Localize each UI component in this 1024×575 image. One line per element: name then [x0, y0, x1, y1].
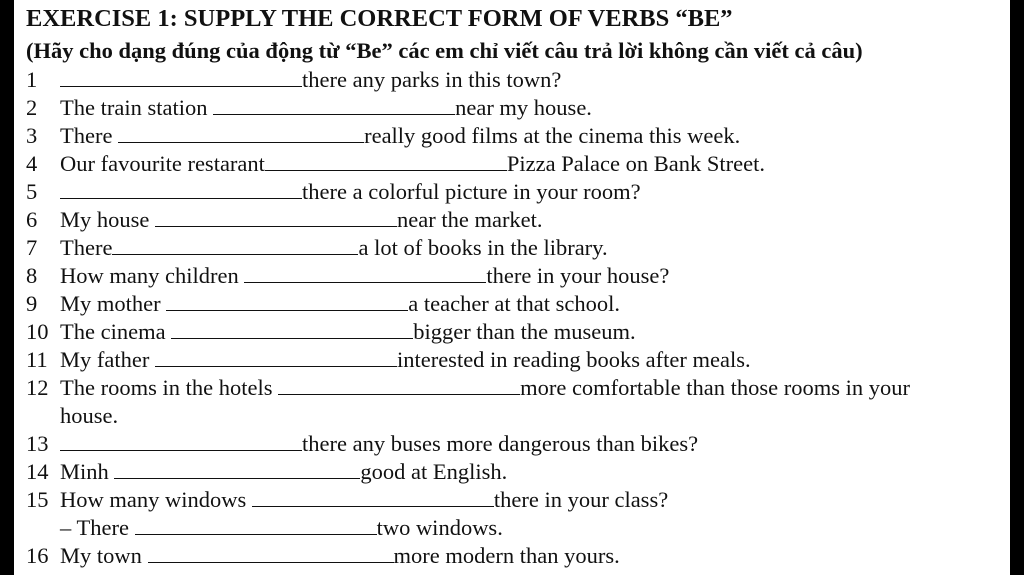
item-suffix: more comfortable than those rooms in your: [520, 375, 910, 400]
item-prefix: How many children: [60, 263, 245, 288]
item-prefix: There: [60, 123, 119, 148]
answer-blank[interactable]: [114, 460, 360, 479]
item-prefix: My town: [60, 543, 148, 568]
item-suffix: really good films at the cinema this week.: [364, 123, 741, 148]
item-suffix: more modern than yours.: [393, 543, 620, 568]
item-suffix: there any parks in this town?: [302, 67, 562, 92]
item-number: 15: [26, 487, 49, 512]
exercise-instruction: (Hãy cho dạng đúng của động từ “Be” các em chỉ viết câu trả lời không cần viết cả câu): [26, 38, 863, 63]
item-number: 1: [26, 67, 38, 92]
item-number: 7: [26, 235, 38, 260]
item-prefix: My house: [60, 207, 155, 232]
exercise-item-15: [26, 486, 668, 514]
exercise-item-9: [26, 290, 620, 318]
item-number: 2: [26, 95, 38, 120]
exercise-item-1: [26, 66, 561, 94]
item-suffix: there a colorful picture in your room?: [302, 179, 641, 204]
item-prefix: Minh: [60, 459, 115, 484]
answer-blank[interactable]: [265, 152, 507, 171]
answer-blank[interactable]: [155, 208, 397, 227]
answer-blank[interactable]: [278, 376, 520, 395]
answer-blank[interactable]: [112, 236, 358, 255]
item-number: 13: [26, 431, 49, 456]
item-suffix: there in your house?: [486, 263, 670, 288]
item-suffix: near my house.: [455, 95, 592, 120]
answer-blank[interactable]: [213, 96, 455, 115]
exercise-item-6: [26, 206, 543, 234]
answer-blank[interactable]: [148, 544, 394, 563]
answer-blank[interactable]: [155, 348, 397, 367]
item-number: 8: [26, 263, 38, 288]
answer-blank[interactable]: [60, 180, 302, 199]
exercise-item-14: [26, 458, 507, 486]
exercise-item-11: [26, 346, 751, 374]
item-prefix: The cinema: [60, 319, 172, 344]
item-prefix: The train station: [60, 95, 214, 120]
item-number: 3: [26, 123, 38, 148]
answer-blank[interactable]: [60, 432, 302, 451]
exercise-item-10: [26, 318, 636, 346]
item-suffix: good at English.: [360, 459, 508, 484]
answer-blank[interactable]: [171, 320, 413, 339]
exercise-item-3: [26, 122, 740, 150]
exercise-item-2: [26, 94, 592, 122]
item-suffix: Pizza Palace on Bank Street.: [506, 151, 765, 176]
item-number: 10: [26, 319, 49, 344]
item-suffix: two windows.: [376, 515, 503, 540]
exercise-item-7: [26, 234, 608, 262]
exercise-item-16: [26, 542, 620, 570]
item-suffix: interested in reading books after meals.: [396, 347, 751, 372]
item-prefix: Our favourite restarant: [60, 151, 265, 176]
item-prefix: There: [60, 235, 113, 260]
item-number: 9: [26, 291, 38, 316]
item-suffix: bigger than the museum.: [413, 319, 636, 344]
item-number: 16: [26, 543, 49, 568]
item-number: 6: [26, 207, 38, 232]
item-prefix: – There: [60, 515, 135, 540]
item-number: 4: [26, 151, 38, 176]
item-suffix: a teacher at that school.: [408, 291, 621, 316]
answer-blank[interactable]: [118, 124, 364, 143]
answer-blank[interactable]: [166, 292, 408, 311]
item-number: 12: [26, 375, 49, 400]
answer-blank[interactable]: [135, 516, 377, 535]
worksheet: [14, 0, 1010, 575]
item-prefix: My father: [60, 347, 155, 372]
exercise-item-12-continuation: house.: [60, 403, 119, 428]
exercise-item-12: [26, 374, 910, 402]
exercise-item-13: [26, 430, 698, 458]
exercise-item-8: [26, 262, 669, 290]
item-number: 5: [26, 179, 38, 204]
answer-blank[interactable]: [244, 264, 486, 283]
item-prefix: The rooms in the hotels: [60, 375, 279, 400]
exercise-item-4: [26, 150, 765, 178]
item-number: 11: [26, 347, 48, 372]
exercise-item-15-sub: [60, 514, 503, 542]
item-prefix: How many windows: [60, 487, 252, 512]
item-prefix: My mother: [60, 291, 167, 316]
answer-blank[interactable]: [60, 68, 302, 87]
item-suffix: near the market.: [397, 207, 543, 232]
exercise-item-5: [26, 178, 641, 206]
item-suffix: there any buses more dangerous than bikes?: [302, 431, 699, 456]
item-number: 14: [26, 459, 49, 484]
exercise-title: EXERCISE 1: SUPPLY THE CORRECT FORM OF VERBS “BE”: [26, 5, 733, 32]
page-border-left: [0, 0, 14, 575]
page-border-right: [1010, 0, 1024, 575]
item-suffix: there in your class?: [493, 487, 669, 512]
answer-blank[interactable]: [252, 488, 494, 507]
item-suffix: a lot of books in the library.: [358, 235, 608, 260]
